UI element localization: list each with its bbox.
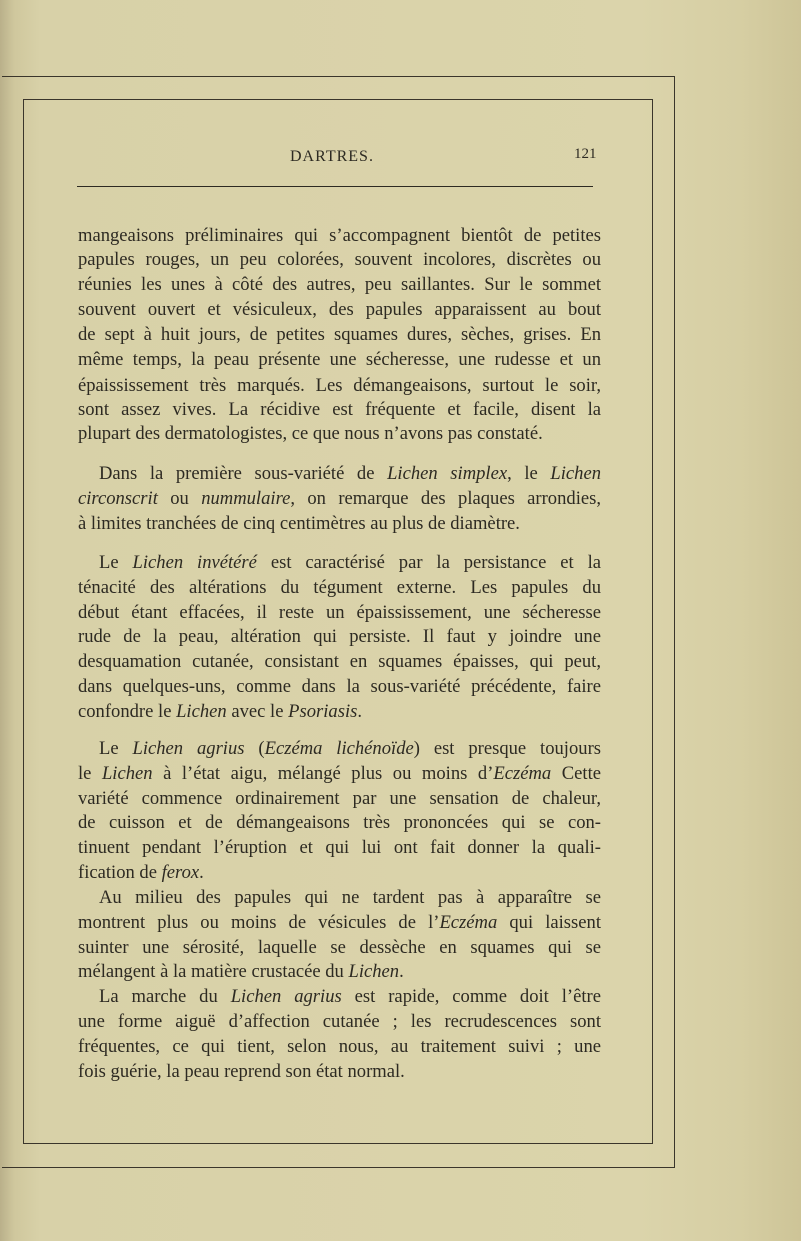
text-segment: dans quelques-uns, comme dans la sous-variété précédente, faire [78, 676, 601, 697]
text-line [78, 399, 601, 421]
text-segment: ou [157, 488, 202, 509]
text-segment: ténacité des altérations du tégument externe. Les papules du [78, 577, 601, 598]
text-segment: . [399, 961, 404, 982]
text-segment: tinuent pendant l’éruption et qui lui ont fait donner la quali- [78, 837, 601, 858]
text-line [78, 513, 601, 535]
text-segment: suinter une sérosité, laquelle se dessèche en squames qui se [78, 937, 601, 958]
text-segment: est rapide, comme doit l’être [341, 986, 601, 1007]
text-segment: mangeaisons préliminaires qui s’accompagnent bientôt de petites [78, 225, 601, 246]
text-segment: papules rouges, un peu colorées, souvent incolores, discrètes ou [78, 249, 601, 270]
italic-text: Eczéma [493, 763, 552, 784]
text-segment: à limites tranchées de cinq centimètres au plus de diamètre. [78, 513, 520, 534]
text-segment: , on remarque des plaques arrondies, [290, 488, 601, 509]
text-line [78, 961, 601, 983]
text-segment: fication de [78, 862, 162, 883]
text-segment: réunies les unes à côté des autres, peu saillantes. Sur le sommet [78, 274, 601, 295]
text-segment: Cette [551, 763, 601, 784]
text-line [78, 626, 601, 648]
text-segment: Le [99, 738, 133, 759]
text-line [99, 986, 601, 1008]
text-segment: une forme aiguë d’affection cutanée ; les recrudescences sont [78, 1011, 601, 1032]
italic-text: ferox [161, 862, 200, 883]
text-segment: Dans la première sous-variété de [99, 463, 388, 484]
italic-text: Psoriasis [288, 701, 358, 722]
text-line [99, 887, 601, 909]
text-line [78, 937, 601, 959]
text-segment: . [357, 701, 363, 722]
text-segment: mélangent à la matière crustacée du [78, 961, 349, 982]
italic-text: Lichen simplex [387, 463, 508, 484]
text-line [78, 577, 601, 599]
text-segment: à l’état aigu, mélangé plus ou moins d’ [152, 763, 494, 784]
text-line [78, 349, 601, 371]
text-segment: confondre le [78, 701, 177, 722]
text-line [78, 701, 601, 723]
text-line [78, 912, 601, 934]
text-line [78, 676, 601, 698]
text-segment: . [199, 862, 204, 883]
page-number: 121 [574, 146, 597, 162]
text-segment: le [78, 763, 102, 784]
text-line [78, 375, 601, 397]
text-segment: ) est presque toujours [413, 738, 601, 759]
text-segment: rude de la peau, altération qui persiste. Il faut y joindre une [78, 626, 601, 647]
text-segment: , le [507, 463, 551, 484]
text-line [78, 249, 601, 271]
text-segment: Le [99, 552, 133, 573]
text-segment: souvent ouvert et vésiculeux, des papules apparaissent au bout [78, 299, 601, 320]
text-line [78, 423, 601, 445]
italic-text: Lichen [101, 763, 153, 784]
text-line [78, 651, 601, 673]
text-line [78, 488, 601, 510]
text-line [78, 812, 601, 834]
italic-text: Lichen agrius [230, 986, 342, 1007]
text-line [78, 862, 601, 884]
text-line [78, 1011, 601, 1033]
text-line [78, 788, 601, 810]
text-segment: La marche du [99, 986, 231, 1007]
text-line [78, 225, 601, 247]
text-line [99, 552, 601, 574]
text-segment: qui laissent [497, 912, 601, 933]
italic-text: Lichen [348, 961, 400, 982]
text-segment: fois guérie, la peau reprend son état normal. [78, 1061, 405, 1082]
text-line [78, 602, 601, 624]
italic-text: Lichen invétéré [132, 552, 257, 573]
text-line [78, 763, 601, 785]
running-header: DARTRES. [290, 148, 374, 165]
italic-text: Lichen agrius [132, 738, 245, 759]
text-segment: Au milieu des papules qui ne tardent pas à apparaître se [99, 887, 601, 908]
header-rule [77, 186, 593, 187]
text-segment: de cuisson et de démangeaisons très prononcées qui se con- [78, 812, 601, 833]
italic-text: circonscrit [78, 488, 158, 509]
text-segment: desquamation cutanée, consistant en squames épaisses, qui peut, [78, 651, 601, 672]
text-segment: même temps, la peau présente une sécheresse, une rudesse et un [78, 349, 601, 370]
text-line [78, 324, 601, 346]
text-segment: épaississement très marqués. Les démangeaisons, surtout le soir, [78, 375, 601, 396]
text-line [99, 463, 601, 485]
italic-text: Eczéma lichénoïde [264, 738, 414, 759]
text-segment: début étant effacées, il reste un épaississement, une sécheresse [78, 602, 601, 623]
text-segment: montrent plus ou moins de vésicules de l’ [78, 912, 440, 933]
text-segment: avec le [226, 701, 289, 722]
text-segment: variété commence ordinairement par une sensation de chaleur, [78, 788, 601, 809]
text-segment: est caractérisé par la persistance et la [256, 552, 601, 573]
italic-text: Lichen [550, 463, 601, 484]
text-segment: ( [244, 738, 265, 759]
italic-text: nummulaire [201, 488, 291, 509]
italic-text: Lichen [176, 701, 227, 722]
text-line [78, 274, 601, 296]
text-segment: de sept à huit jours, de petites squames dures, sèches, grises. En [78, 324, 601, 345]
text-line [78, 1036, 601, 1058]
text-line [78, 1061, 601, 1083]
italic-text: Eczéma [439, 912, 498, 933]
text-segment: plupart des dermatologistes, ce que nous n’avons pas constaté. [78, 423, 543, 444]
text-segment: sont assez vives. La récidive est fréquente et facile, disent la [78, 399, 601, 420]
text-segment: fréquentes, ce qui tient, selon nous, au traitement suivi ; une [78, 1036, 601, 1057]
text-line [99, 738, 601, 760]
text-line [78, 837, 601, 859]
text-line [78, 299, 601, 321]
